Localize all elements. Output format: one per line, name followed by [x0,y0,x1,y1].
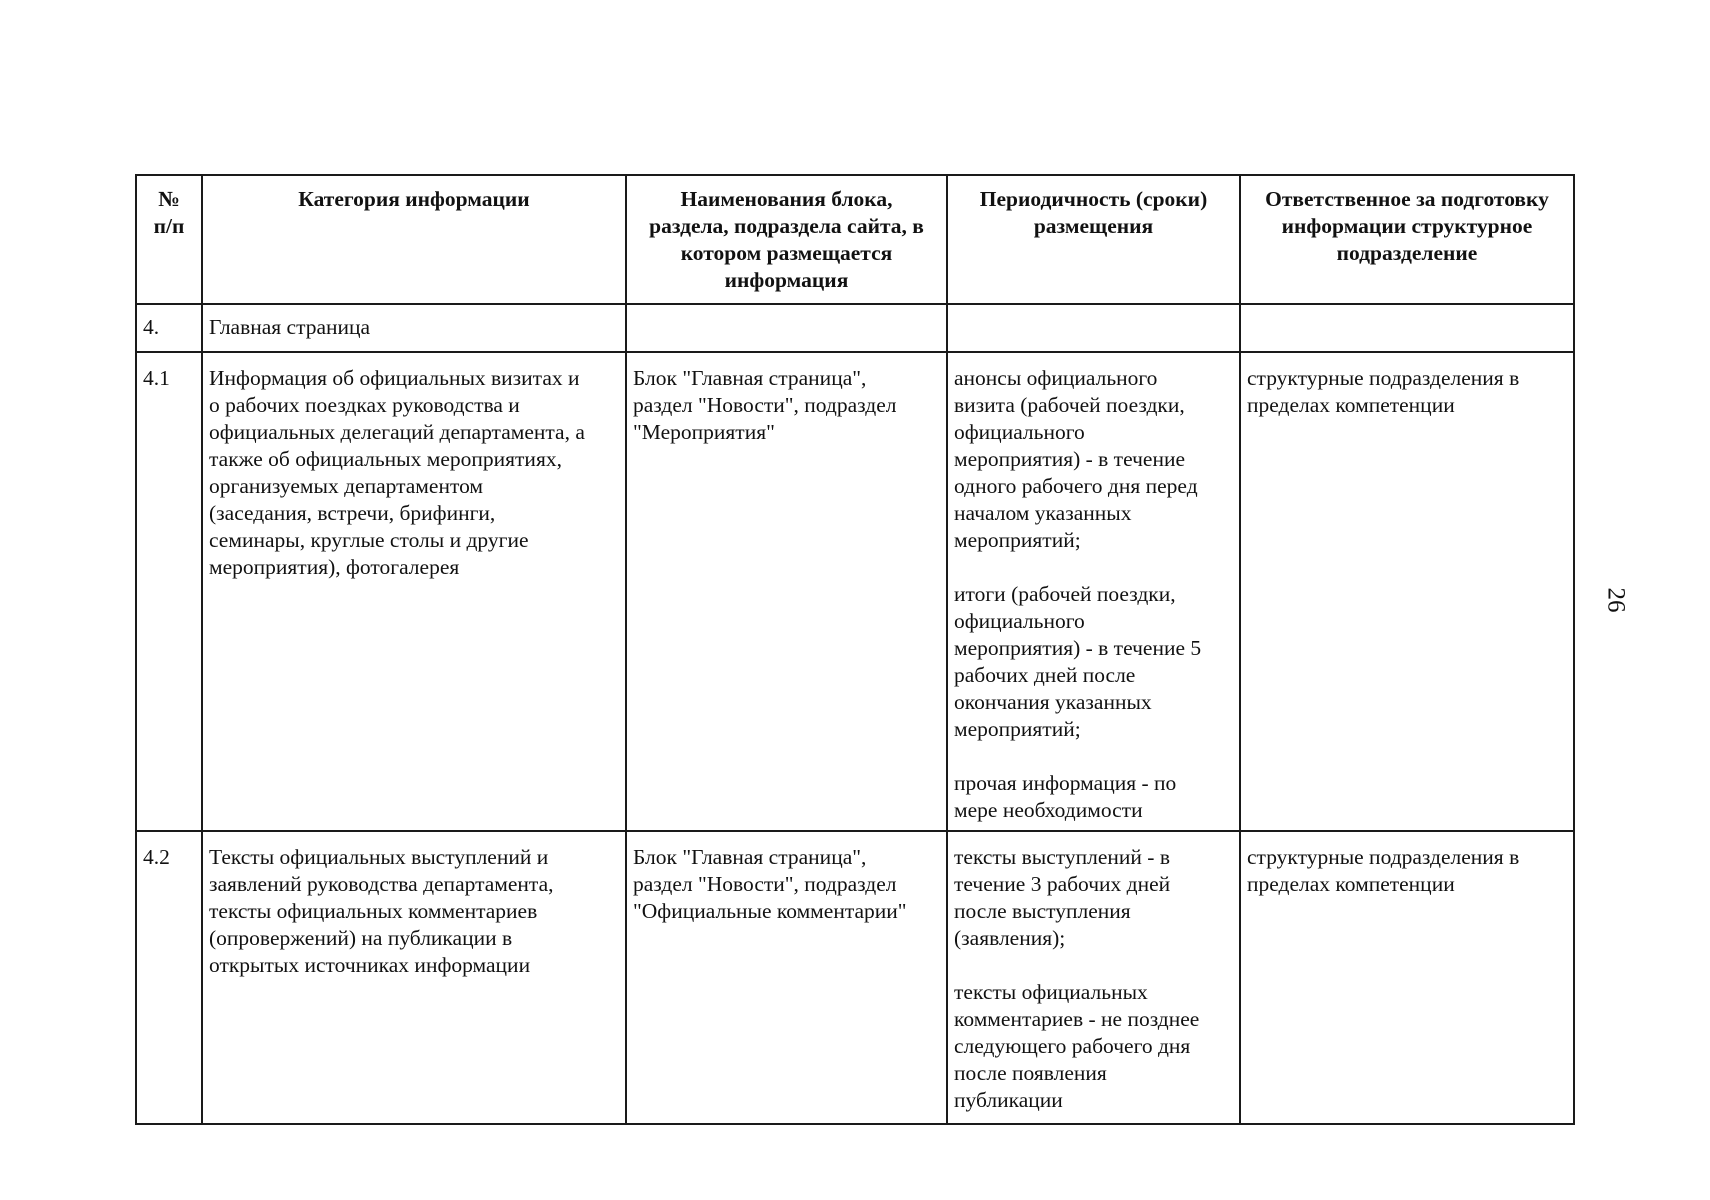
row-number: 4.1 [136,352,202,831]
row-periodicity [947,352,1240,831]
row-responsible: структурные подразделения в пределах компетенции [1240,831,1574,1124]
table-row [136,352,1574,831]
section-row [136,304,1574,352]
page-number: 26 [1602,587,1630,613]
row-category: Информация об официальных визитах и о рабочих поездках руководства и официальных делегаций департамента, а также об официальных мероприятиях, организуемых департаментом (заседания, встречи, брифинги, семинары, круглые столы и другие мероприятия), фотогалерея [202,352,626,831]
periodicity-paragraph: прочая информация - по мере необходимости [954,771,1177,822]
table-row [136,831,1574,1124]
header-responsible: Ответственное за подготовку информации структурное подразделение [1240,175,1574,304]
row-category: Тексты официальных выступлений и заявлений руководства департамента, тексты официальных комментариев (опровержений) на публикации в открытых источниках информации [202,831,626,1124]
periodicity-paragraph: тексты выступлений - в течение 3 рабочих дней после выступления (заявления); [954,845,1171,950]
header-category: Категория информации [202,175,626,304]
table-header-row [136,175,1574,304]
information-table [135,174,1575,1125]
row-number: 4.2 [136,831,202,1124]
section-empty-cell [1240,304,1574,352]
row-responsible: структурные подразделения в пределах компетенции [1240,352,1574,831]
section-empty-cell [626,304,947,352]
row-periodicity [947,831,1240,1124]
section-number: 4. [136,304,202,352]
periodicity-paragraph: тексты официальных комментариев - не позднее следующего рабочего дня после появления публикации [954,980,1200,1112]
row-block: Блок "Главная страница", раздел "Новости", подраздел "Официальные комментарии" [626,831,947,1124]
section-empty-cell [947,304,1240,352]
header-block: Наименования блока, раздела, подраздела сайта, в котором размещается информация [626,175,947,304]
row-block: Блок "Главная страница", раздел "Новости", подраздел "Мероприятия" [626,352,947,831]
periodicity-paragraph: анонсы официального визита (рабочей поездки, официального мероприятия) - в течение одного рабочего дня перед началом указанных мероприятий; [954,366,1198,552]
header-number: № п/п [136,175,202,304]
header-periodicity: Периодичность (сроки) размещения [947,175,1240,304]
periodicity-paragraph: итоги (рабочей поездки, официального мероприятия) - в течение 5 рабочих дней после окончания указанных мероприятий; [954,582,1202,741]
section-title: Главная страница [202,304,626,352]
